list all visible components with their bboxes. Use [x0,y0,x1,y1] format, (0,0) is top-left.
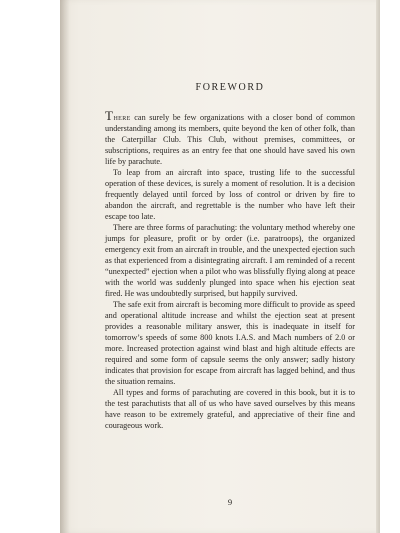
paragraph-1-text: can surely be few organizations with a closer bond of common understanding among its members, quite beyond the ken of other folk, than the Caterpillar Club. This Club, without premises, committees, or subscriptions, requires as an entry fee that one should have saved his own life by parachute. [105,113,355,166]
paragraph-3: There are three forms of parachuting: the voluntary method whereby one jumps for pleasure, profit or by order (i.e. paratroops), the organized emergency exit from an aircraft in trouble, and the unexpected ejection such as that experienced from a disintegrating aircraft. I am reminded of a recent “unexpected” ejection when a pilot who was blissfully flying along at peace with the world was suddenly plunged into space when his ejection seat fired. He was undoubtedly surprised, but happily survived. [105,223,355,298]
foreword-body [105,82,355,431]
opening-word-small-caps: here [113,113,131,122]
page-edge [376,0,380,533]
paragraph-1 [105,108,355,167]
paragraph-4: The safe exit from aircraft is becoming more difficult to provide as speed and operational altitude increase and whilst the ejection seat at present provides a reasonable military answer, this is inadequate in itself for tomorrow’s speeds of some 800 knots I.A.S. and Mach numbers of 2.0 or more. Increased protection against wind blast and high altitude effects are required and some form of capsule seems the only answer; sadly history indicates that provision for escape from aircraft has lagged behind, and thus the situation remains. [105,300,355,386]
page-gutter-shadow [60,0,70,533]
page-title: FOREWORD [195,82,265,93]
drop-cap: T [105,108,114,123]
paragraph-2: To leap from an aircraft into space, trusting life to the successful operation of these devices, is surely a moment of resolution. It is a decision frequently delayed until forced by loss of control or driven by fire to abandon the aircraft, and regrettable is the number who have left their escape too late. [105,168,355,221]
paragraph-5: All types and forms of parachuting are covered in this book, but it is to the test parachutists that all of us who have saved ourselves by this means have reason to be extremely grateful, and appreciative of their fine and courageous work. [105,388,355,430]
page-number: 9 [227,497,233,507]
